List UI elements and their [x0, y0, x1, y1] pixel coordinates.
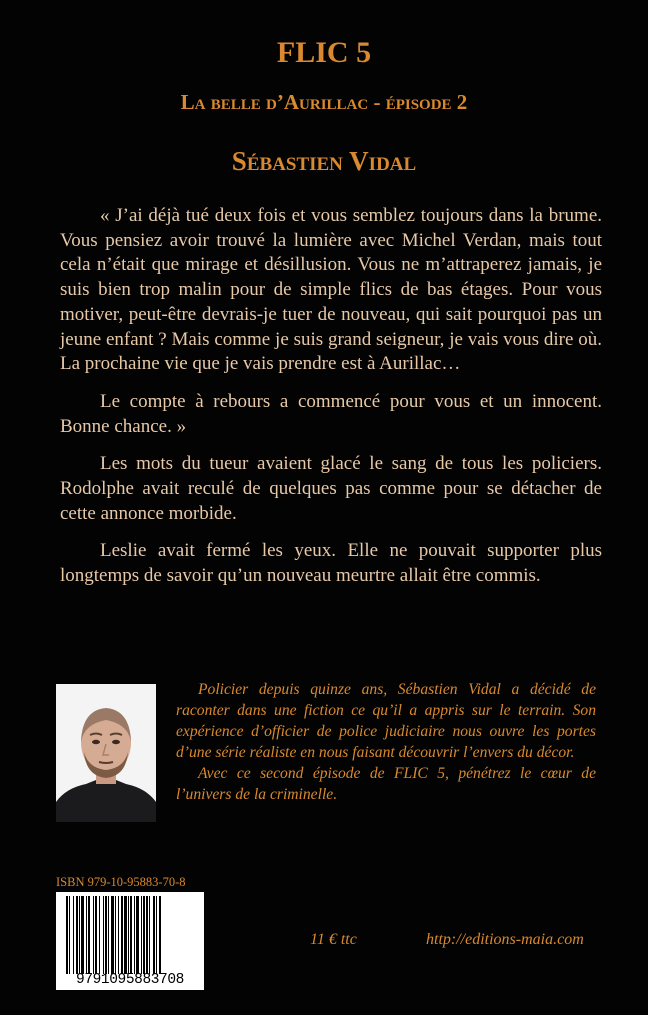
blurb-paragraph: Les mots du tueur avaient glacé le sang de tous les policiers. Rodolphe avait reculé de quelques pas comme pour se détacher de cette annonce morbide.	[60, 453, 602, 524]
bio-paragraph: Avec ce second épisode de FLIC 5, pénétrez le cœur de l’univers de la criminelle.	[176, 765, 596, 803]
barcode-bar	[108, 896, 109, 974]
barcode-bar	[134, 896, 135, 974]
barcode-icon	[56, 896, 204, 974]
book-title: FLIC 5	[276, 36, 372, 69]
barcode-bar	[156, 896, 157, 974]
barcode-bar	[79, 896, 80, 974]
author-name: Sébastien Vidal	[231, 146, 417, 176]
back-cover-blurb	[60, 204, 602, 602]
barcode-bar	[128, 896, 129, 974]
barcode-bar	[93, 896, 94, 974]
barcode-bar	[146, 896, 148, 974]
barcode-bar	[130, 896, 132, 974]
barcode-bar	[121, 896, 123, 974]
barcode-digits: 9791095883708	[76, 972, 184, 988]
barcode-bar	[86, 896, 87, 974]
barcode-bar	[159, 896, 161, 974]
barcode-bar	[95, 896, 97, 974]
barcode-bar	[76, 896, 78, 974]
isbn-label: ISBN 979-10-95883-70-8	[56, 875, 186, 889]
barcode-bar	[81, 896, 84, 974]
barcode-bar	[115, 896, 116, 974]
barcode-bar	[99, 896, 100, 974]
barcode-bar	[88, 896, 90, 974]
blurb-paragraph: Le compte à rebours a commencé pour vous et un innocent. Bonne chance. »	[60, 390, 602, 437]
price-label: 11 € ttc	[310, 931, 357, 948]
barcode-bar	[136, 896, 139, 974]
barcode-bar	[143, 896, 145, 974]
barcode-bar	[111, 896, 114, 974]
blurb-paragraph: Leslie avait fermé les yeux. Elle ne pouvait supporter plus longtemps de savoir qu’un nouveau meurtre allait être commis.	[60, 540, 602, 587]
author-bio	[176, 679, 596, 805]
book-subtitle: La belle d’Aurillac - épisode 2	[180, 90, 468, 114]
author-portrait-icon	[56, 684, 156, 822]
barcode	[56, 892, 204, 990]
barcode-bar	[149, 896, 150, 974]
bio-paragraph: Policier depuis quinze ans, Sébastien Vidal a décidé de raconter dans une fiction ce qu’il a appris sur le terrain. Son expérience d’officier de police judiciaire nous ouvre les portes d’une série réaliste en nous faisant découvrir l’envers du décor.	[176, 681, 596, 761]
barcode-bar	[66, 896, 68, 974]
barcode-bar	[118, 896, 119, 974]
blurb-paragraph: « J’ai déjà tué deux fois et vous semblez toujours dans la brume. Vous pensiez avoir trouvé la lumière avec Michel Verdan, mais tout cela n’était que mirage et désillusion. Vous ne m’attraperez jamais, je suis bien trop malin pour de simple flics de bas étages. Pour vous motiver, peut-être devrais-je tuer de nouveau, qui sait pourquoi pas un jeune enfant ? Mais comme je suis grand seigneur, je vais vous dire où. La prochaine vie que je vais prendre est à Aurillac…	[60, 205, 602, 375]
barcode-bar	[103, 896, 104, 974]
barcode-bar	[153, 896, 155, 974]
barcode-bar	[105, 896, 107, 974]
author-photo	[56, 684, 156, 822]
barcode-bar	[141, 896, 142, 974]
barcode-bar	[69, 896, 70, 974]
barcode-bar	[124, 896, 127, 974]
barcode-bar	[73, 896, 74, 974]
publisher-url[interactable]: http://editions-maia.com	[426, 931, 584, 948]
